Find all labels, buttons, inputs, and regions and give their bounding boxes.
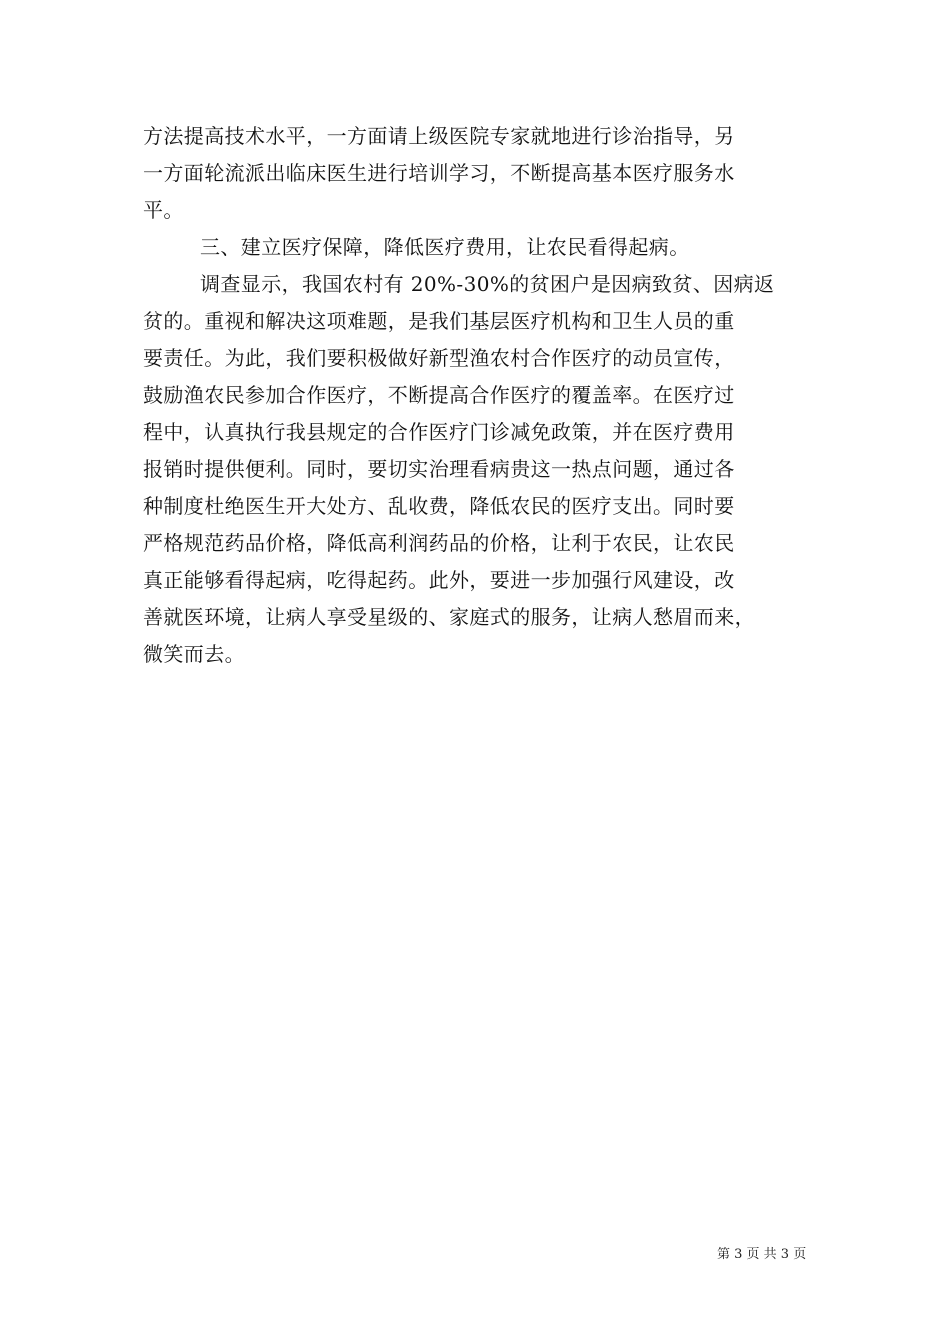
text-line: 程中，认真执行我县规定的合作医疗门诊减免政策，并在医疗费用	[143, 420, 735, 444]
paragraph-survey	[143, 266, 813, 673]
text-line: 三、建立医疗保障，降低医疗费用，让农民看得起病。	[200, 235, 690, 259]
text-line: 要责任。为此，我们要积极做好新型渔农村合作医疗的动员宣传，	[143, 346, 735, 370]
text-line: 种制度杜绝医生开大处方、乱收费，降低农民的医疗支出。同时要	[143, 494, 735, 518]
text-line: 一方面轮流派出临床医生进行培训学习，不断提高基本医疗服务水	[143, 161, 735, 185]
text-line: 调查显示，我国农村有 20%-30%的贫困户是因病致贫、因病返	[200, 272, 775, 296]
text-line: 平。	[143, 198, 184, 222]
text-line: 严格规范药品价格，降低高利润药品的价格，让利于农民，让农民	[143, 531, 735, 555]
text-line: 善就医环境，让病人享受星级的、家庭式的服务，让病人愁眉而来，	[143, 605, 755, 629]
text-line: 方法提高技术水平，一方面请上级医院专家就地进行诊治指导，另	[143, 124, 735, 148]
text-line: 微笑而去。	[143, 642, 245, 666]
section-heading	[143, 229, 813, 266]
text-line: 真正能够看得起病，吃得起药。此外，要进一步加强行风建设，改	[143, 568, 735, 592]
text-line: 贫的。重视和解决这项难题，是我们基层医疗机构和卫生人员的重	[143, 309, 735, 333]
page-number: 第 3 页 共 3 页	[717, 1247, 807, 1262]
text-line: 报销时提供便利。同时，要切实治理看病贵这一热点问题，通过各	[143, 457, 735, 481]
paragraph-continuation	[143, 118, 813, 229]
document-body	[143, 118, 813, 673]
text-line: 鼓励渔农民参加合作医疗，不断提高合作医疗的覆盖率。在医疗过	[143, 383, 735, 407]
